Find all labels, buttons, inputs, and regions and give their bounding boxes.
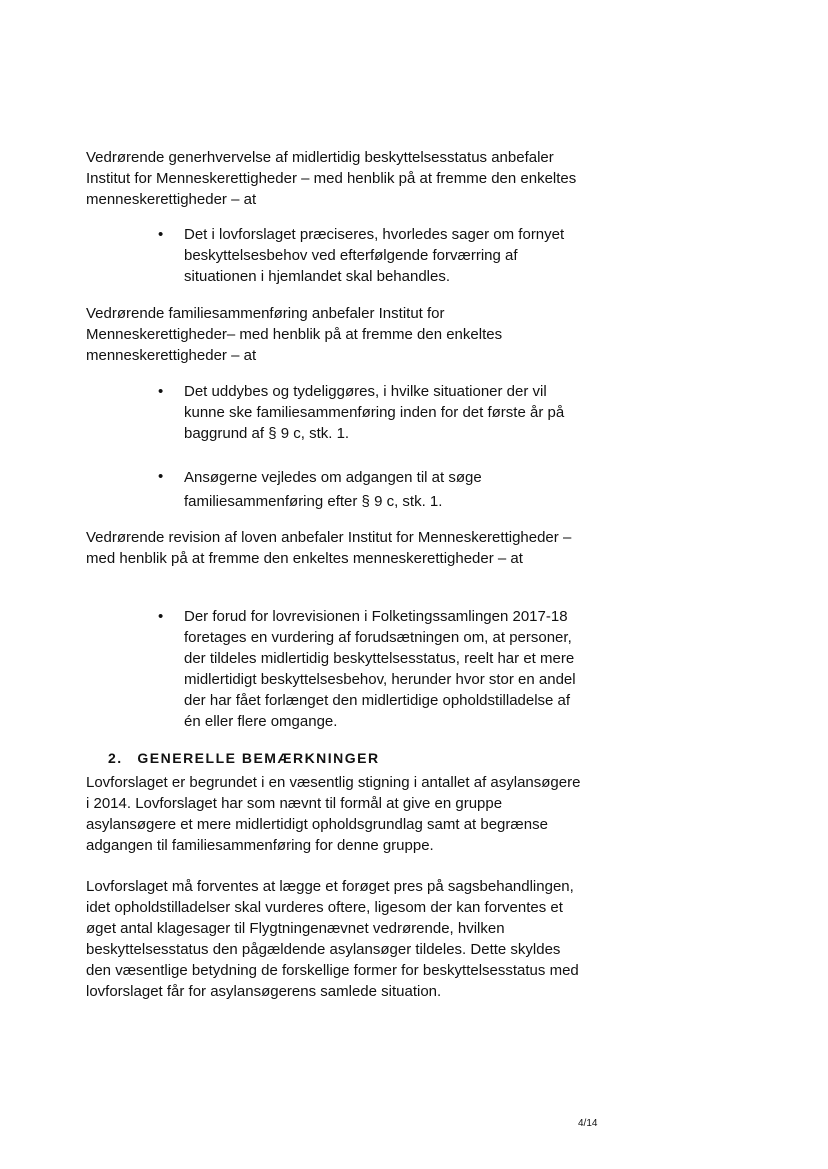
page-number: 4/14 [578,1118,598,1129]
paragraph-revision: Vedrørende revision af loven anbefaler Institut for Menneskerettigheder – med henblik på at fremme den enkeltes menneskerettigheder – at [86,529,572,567]
section-title: GENERELLE BEMÆRKNINGER [137,750,380,766]
bullet-text: Ansøgerne vejledes om adgangen til at søge familiesammenføring efter § 9 c, stk. 1. [184,469,482,510]
section-heading [108,750,380,766]
bullet-text: Det uddybes og tydeliggøres, i hvilke situationer der vil kunne ske familiesammenføring inden for det første år på baggrund af § 9 c, stk. 1. [184,383,565,442]
bullet-icon: • [158,608,164,625]
paragraph-general-2: Lovforslaget må forventes at lægge et forøget pres på sagsbehandlingen, idet opholdstilladelser skal vurderes oftere, ligesom der kan forventes et øget antal klagesager til Flygtningenævnet vedrørende, hvilken beskyttelsesstatus den pågældende asylansøger tildeles. Dette skyldes den væsentlige betydning de forskellige former for beskyttelsesstatus med lovforslaget får for asylansøgerens samlede situation. [86,878,579,1000]
section-number: 2. [108,750,123,766]
bullet-text: Det i lovforslaget præciseres, hvorledes sager om fornyet beskyttelsesbehov ved efterfølgende forværring af situationen i hjemlandet skal behandles. [184,226,565,285]
bullet-icon: • [158,383,164,400]
paragraph-familiesammenfoering: Vedrørende familiesammenføring anbefaler Institut for Menneskerettigheder– med henblik på at fremme den enkeltes menneskerettigheder – at [86,305,503,364]
paragraph-generhvervelse: Vedrørende generhvervelse af midlertidig beskyttelsesstatus anbefaler Institut for Menneskerettigheder – med henblik på at fremme den enkeltes menneskerettigheder – at [86,149,577,208]
bullet-text: Der forud for lovrevisionen i Folketingssamlingen 2017-18 foretages en vurdering af forudsætningen om, at personer, der tildeles midlertidig beskyttelsesstatus, reelt har et mere midlertidigt beskyttelsesbehov, herunder hvor stor en andel der har fået forlænget den midlertidige opholdstilladelse af én eller flere omgange. [184,608,576,730]
bullet-icon: • [158,468,164,485]
paragraph-general-1: Lovforslaget er begrundet i en væsentlig stigning i antallet af asylansøgere i 2014. Lovforslaget har som nævnt til formål at give en gruppe asylansøgere et mere midlertidigt opholdsgrundlag samt at begrænse adgangen til familiesammenføring for denne gruppe. [86,774,581,854]
bullet-icon: • [158,226,164,243]
